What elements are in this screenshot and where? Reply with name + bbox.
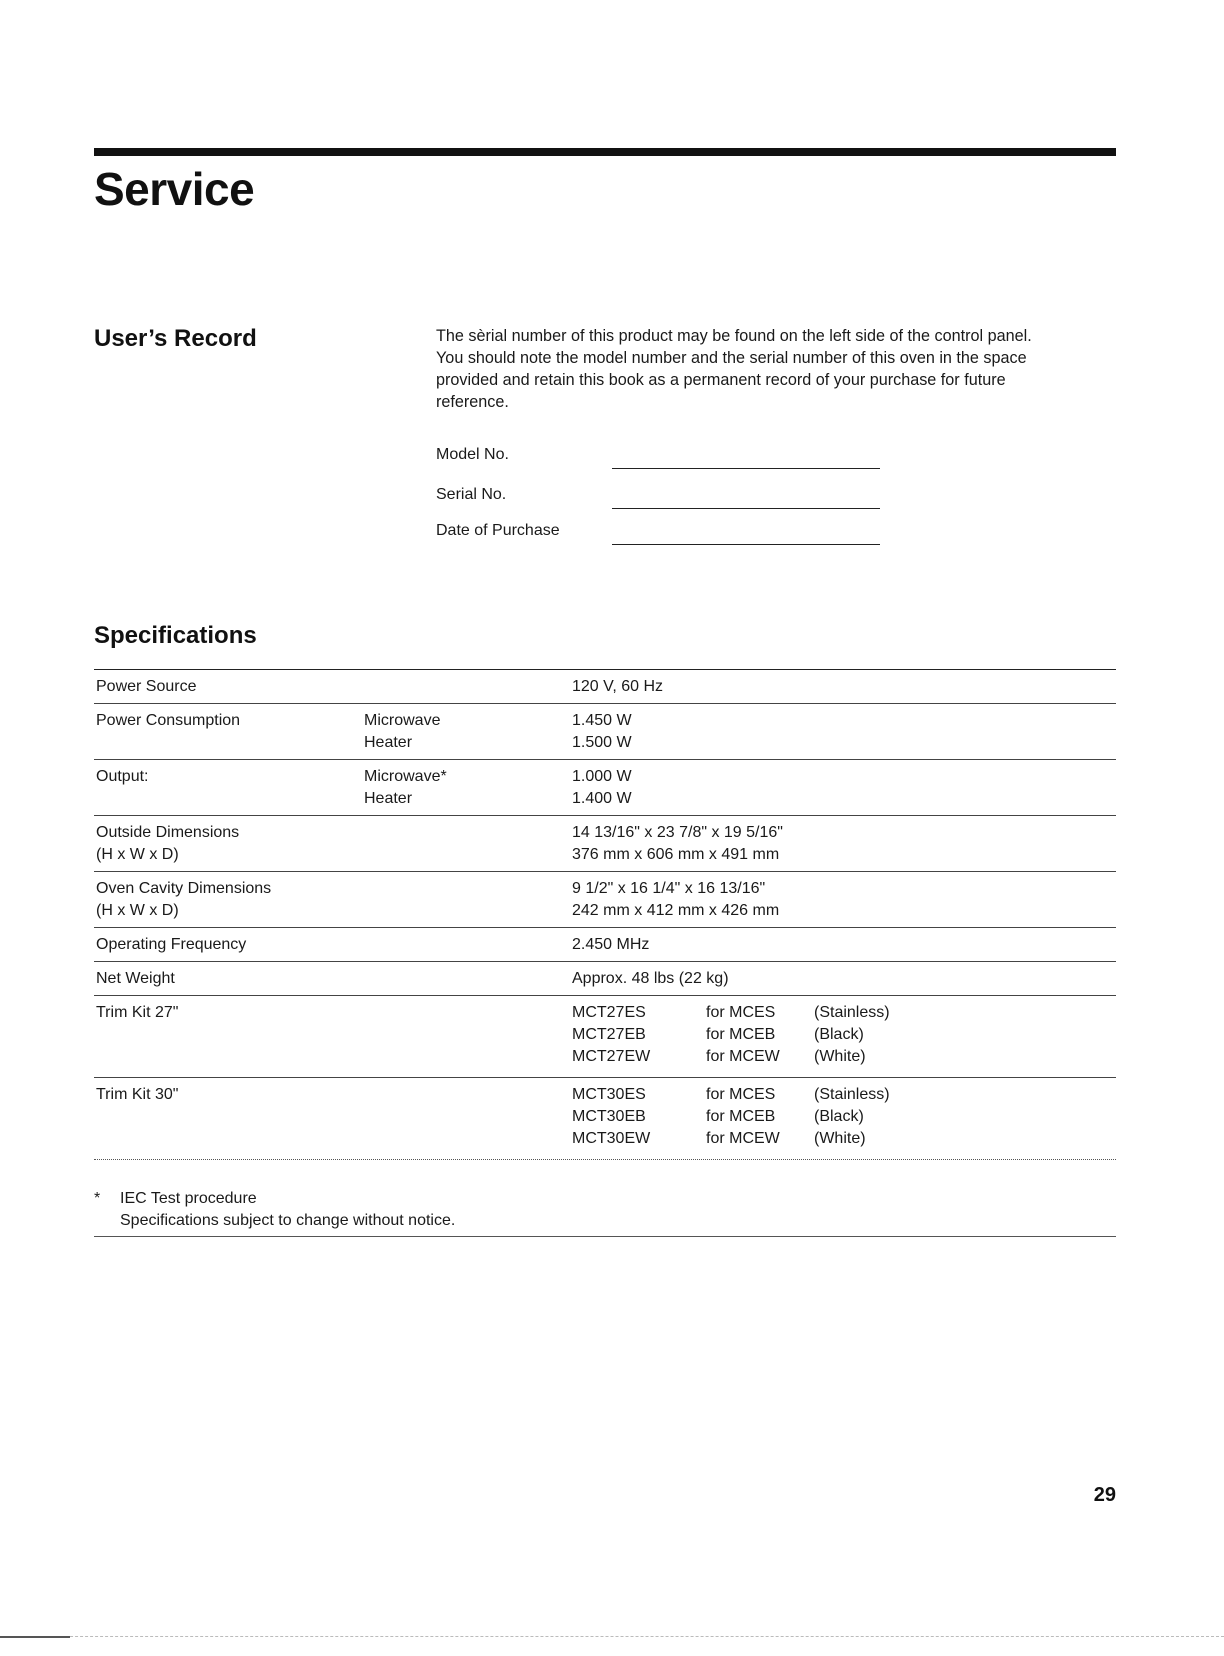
trim-model: MCT27EW [572, 1048, 651, 1065]
spec-labels [96, 822, 239, 866]
trim-model: MCT27ES [572, 1004, 646, 1021]
purchase-date-label: Date of Purchase [436, 522, 560, 539]
spec-values [572, 766, 632, 810]
spec-label: (H x W x D) [96, 846, 179, 863]
trim-fits-model: for MCEW [706, 1130, 780, 1147]
trim-color: (White) [814, 1130, 866, 1147]
spec-values [572, 878, 779, 922]
spec-labels [96, 878, 271, 922]
trim-models [572, 1002, 650, 1068]
spec-value: 1.400 W [572, 790, 632, 807]
specifications-table [94, 669, 1116, 1160]
footnote-line: IEC Test procedure [120, 1190, 257, 1207]
footnote-asterisk: * [94, 1190, 101, 1207]
serial-number-blank-line[interactable] [612, 508, 880, 509]
spec-label: Outside Dimensions [96, 824, 240, 841]
spec-value: 242 mm x 412 mm x 426 mm [572, 902, 780, 919]
header-rule [94, 148, 1116, 156]
intro-line: You should note the model number and the serial number of this oven in the space [436, 349, 1027, 367]
spec-label: Trim Kit 30" [96, 1086, 179, 1103]
intro-line: The sèrial number of this product may be found on the left side of the control panel. [436, 327, 1032, 345]
spec-row-cavity-dimensions [94, 872, 1116, 928]
trim-models [572, 1084, 650, 1150]
spec-row-outside-dimensions [94, 816, 1116, 872]
spec-sublabels [364, 710, 440, 754]
specifications-footnote [94, 1188, 1116, 1237]
trim-color: (Stainless) [814, 1086, 890, 1103]
trim-colors [814, 1084, 890, 1150]
spec-value: 2.450 MHz [572, 936, 650, 953]
spec-label: Net Weight [96, 970, 175, 987]
footnote-line: Specifications subject to change without notice. [120, 1212, 456, 1229]
page-number: 29 [1093, 1484, 1116, 1506]
spec-row-trim-kit-27 [94, 996, 1116, 1078]
spec-row-power-source [94, 670, 1116, 704]
intro-line: reference. [436, 393, 509, 411]
intro-line: provided and retain this book as a permanent record of your purchase for future [436, 371, 1006, 389]
spec-sublabel: Microwave* [364, 768, 447, 785]
spec-value: 1.450 W [572, 712, 632, 729]
trim-model: MCT27EB [572, 1026, 646, 1043]
trim-fits-model: for MCEW [706, 1048, 780, 1065]
trim-model: MCT30EB [572, 1108, 646, 1125]
serial-number-field[interactable] [436, 486, 896, 510]
spec-label: Output: [96, 768, 149, 785]
spec-label: Operating Frequency [96, 936, 247, 953]
spec-value: 120 V, 60 Hz [572, 678, 664, 695]
trim-fits-model: for MCEB [706, 1026, 776, 1043]
trim-model: MCT30EW [572, 1130, 651, 1147]
trim-fits [706, 1002, 780, 1068]
page-title: Service [94, 163, 255, 215]
model-number-label: Model No. [436, 446, 509, 463]
spec-value: 14 13/16" x 23 7/8" x 19 5/16" [572, 824, 783, 841]
spec-label: (H x W x D) [96, 902, 179, 919]
spec-value: Approx. 48 lbs (22 kg) [572, 970, 729, 987]
purchase-date-blank-line[interactable] [612, 544, 880, 545]
spec-row-net-weight [94, 962, 1116, 996]
serial-number-label: Serial No. [436, 486, 507, 503]
spec-sublabels [364, 766, 447, 810]
model-number-blank-line[interactable] [612, 468, 880, 469]
trim-fits-model: for MCES [706, 1004, 776, 1021]
trim-color: (Stainless) [814, 1004, 890, 1021]
spec-row-power-consumption [94, 704, 1116, 760]
trim-color: (Black) [814, 1026, 864, 1043]
spec-row-output [94, 760, 1116, 816]
bottom-edge-rule [0, 1636, 1224, 1637]
trim-colors [814, 1002, 890, 1068]
spec-values [572, 710, 632, 754]
bottom-edge-mark [0, 1636, 70, 1638]
trim-fits [706, 1084, 780, 1150]
spec-sublabel: Microwave [364, 712, 441, 729]
spec-label: Power Source [96, 678, 197, 695]
spec-value: 376 mm x 606 mm x 491 mm [572, 846, 780, 863]
spec-sublabel: Heater [364, 734, 413, 751]
model-number-field[interactable] [436, 446, 896, 470]
spec-values [572, 822, 783, 866]
trim-color: (White) [814, 1048, 866, 1065]
spec-value: 9 1/2" x 16 1/4" x 16 13/16" [572, 880, 766, 897]
spec-label: Oven Cavity Dimensions [96, 880, 272, 897]
spec-label: Power Consumption [96, 712, 241, 729]
spec-value: 1.000 W [572, 768, 632, 785]
spec-row-trim-kit-30 [94, 1078, 1116, 1160]
users-record-heading: User’s Record [94, 325, 257, 352]
trim-fits-model: for MCES [706, 1086, 776, 1103]
trim-model: MCT30ES [572, 1086, 646, 1103]
specifications-heading: Specifications [94, 622, 257, 649]
spec-row-operating-frequency [94, 928, 1116, 962]
spec-sublabel: Heater [364, 790, 413, 807]
purchase-date-field[interactable] [436, 522, 896, 546]
spec-value: 1.500 W [572, 734, 632, 751]
trim-fits-model: for MCEB [706, 1108, 776, 1125]
spec-label: Trim Kit 27" [96, 1004, 179, 1021]
trim-color: (Black) [814, 1108, 864, 1125]
users-record-intro [436, 325, 1116, 413]
